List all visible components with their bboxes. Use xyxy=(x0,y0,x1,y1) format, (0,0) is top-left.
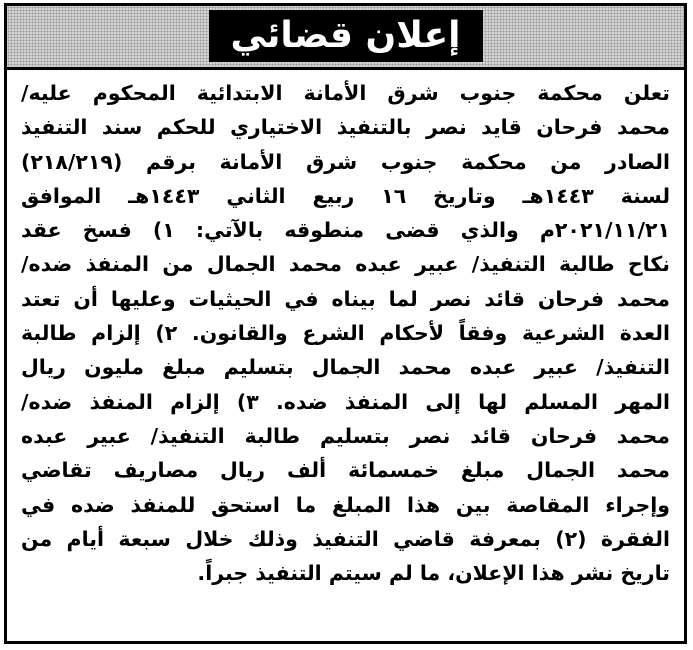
body-line-6: نكاح طالبة التنفيذ/ عبير عبده محمد الجمال من المنفذ ضده/ xyxy=(21,252,670,277)
body-line-15: تاريخ نشر هذا الإعلان، ما لم سيتم التنفيذ جبراً. xyxy=(197,561,670,586)
body-line-10: المهر المسلم لها إلى المنفذ ضده. ٣) إلزام المنفذ ضده/ xyxy=(21,389,670,414)
body-line-12: محمد الجمال مبلغ خمسمائة ألف ريال مصاريف تقاضي xyxy=(21,458,670,483)
body-line-3: الصادر من محكمة جنوب شرق الأمانة برقم (٢١٨/٢١٩) xyxy=(21,149,670,174)
announcement-title: إعلان قضائي xyxy=(208,10,482,62)
body-line-13: وإجراء المقاصة بين هذا المبلغ ما استحق للمنفذ ضده في xyxy=(21,492,670,517)
body-line-11: محمد فرحان قائد نصر بتسليم طالبة التنفيذ/ عبير عبده xyxy=(21,423,670,448)
body-line-5: ٢٠٢١/١١/٢١م والذي قضى منطوقه بالآتي: ١) فسخ عقد xyxy=(21,218,670,243)
body-line-14: الفقرة (٢) بمعرفة قاضي التنفيذ وذلك خلال سبعة أيام من xyxy=(21,526,671,551)
body-line-2: محمد فرحان قايد نصر بالتنفيذ الاختياري للحكم سند التنفيذ xyxy=(21,115,670,140)
body-line-9: التنفيذ/ عبير عبده محمد الجمال بتسليم مبلغ مليون ريال xyxy=(21,355,670,380)
announcement-frame xyxy=(4,3,687,644)
announcement-body xyxy=(21,76,670,590)
title-band xyxy=(7,6,684,70)
body-line-8: العدة الشرعية وفقاً لأحكام الشرع والقانون. ٢) إلزام طالبة xyxy=(21,321,670,346)
body-line-7: محمد فرحان قائد نصر لما بيناه في الحيثيات وعليها أن تعتد xyxy=(21,286,670,311)
body-line-1: تعلن محكمة جنوب شرق الأمانة الابتدائية المحكوم عليه/ xyxy=(21,81,670,105)
body-line-4: لسنة ١٤٤٣هـ وتاريخ ١٦ ربيع الثاني ١٤٤٣هـ الموافق xyxy=(21,183,671,208)
